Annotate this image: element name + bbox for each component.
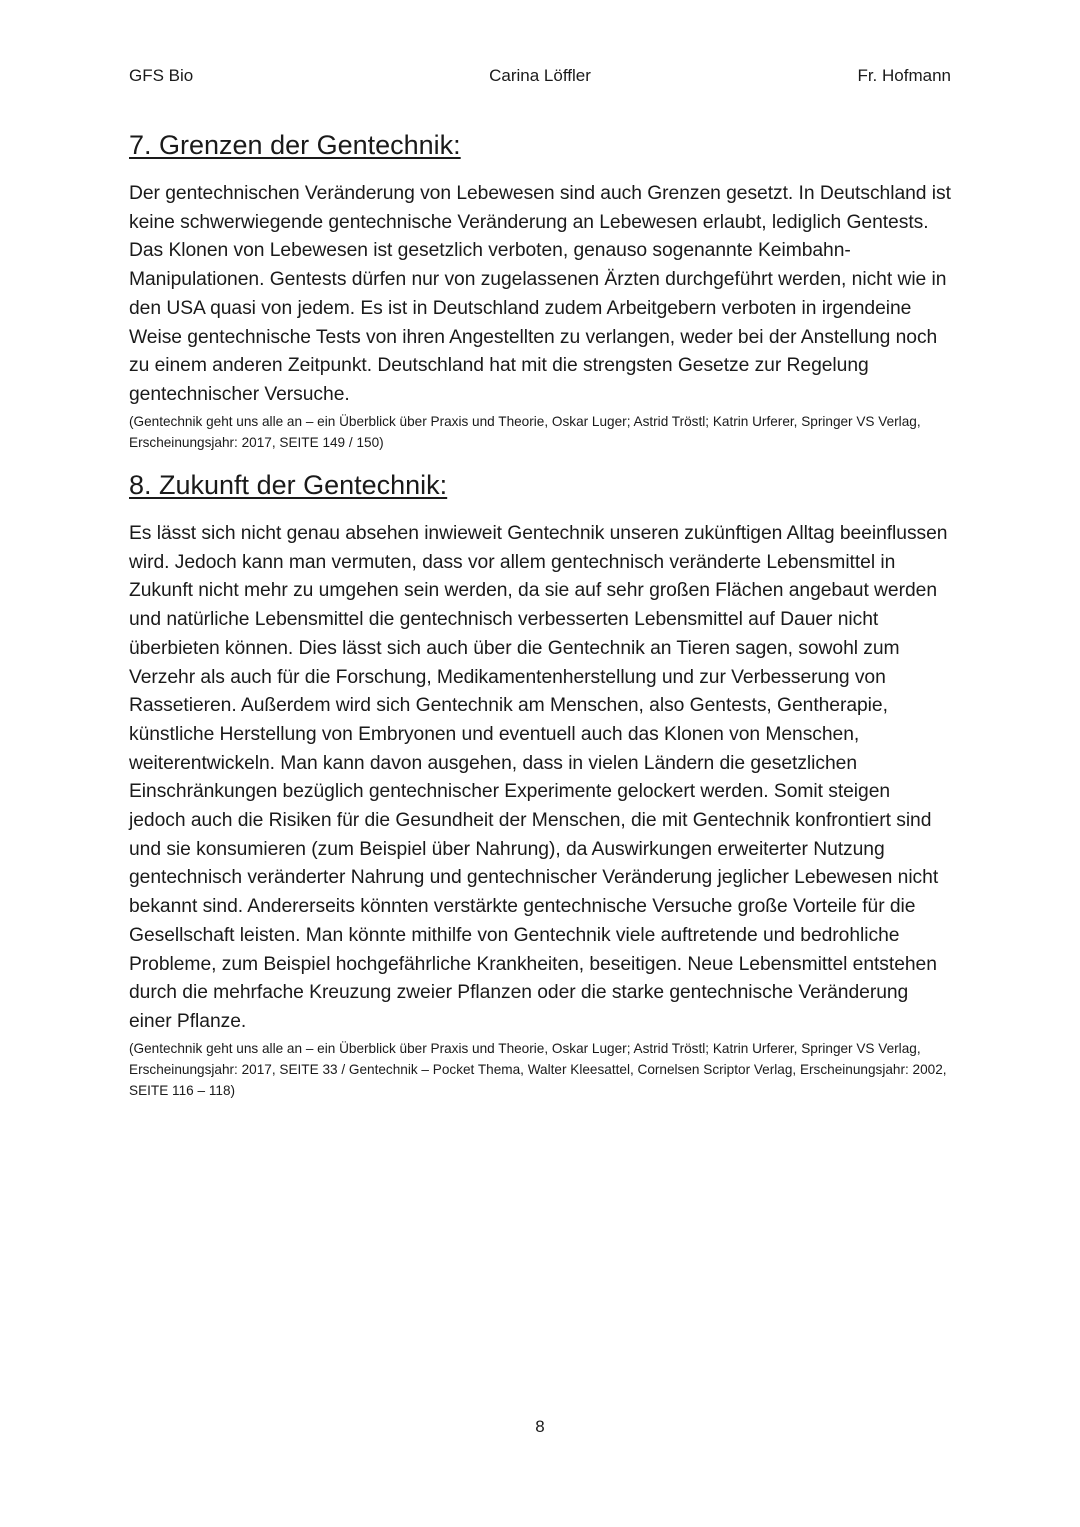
section-heading: 8. Zukunft der Gentechnik: — [129, 470, 448, 500]
section-heading: 7. Grenzen der Gentechnik: — [129, 130, 461, 160]
header-teacher: Fr. Hofmann — [857, 66, 951, 85]
section-future — [129, 468, 951, 1101]
page-header — [129, 64, 951, 88]
page-number: 8 — [535, 1417, 545, 1436]
section-limits — [129, 128, 951, 453]
header-author: Carina Löffler — [489, 66, 591, 85]
section-citation: (Gentechnik geht uns alle an – ein Überblick über Praxis und Theorie, Oskar Luger; Astrid Tröstl; Katrin Urferer, Springer VS Verlag, Erscheinungsjahr: 2017, SEITE 33 / Gentechnik – Pocket Thema, Walter Kleesattel, Cornelsen Scriptor Verlag, Erscheinungsjahr: 2002, SEITE 116 – 118) — [129, 1040, 947, 1098]
header-subject: GFS Bio — [129, 66, 194, 85]
section-body: Es lässt sich nicht genau absehen inwieweit Gentechnik unseren zukünftigen Alltag beeinflussen wird. Jedoch kann man vermuten, dass vor allem gentechnisch veränderte Lebensmittel in Zukunft nicht mehr zu umgehen sein werden, da sie auf sehr großen Flächen angebaut werden und natürliche Lebensmittel die gentechnisch verbesserten Lebensmittel auf Dauer nicht überbieten können. Dies lässt sich auch über die Gentechnik an Tieren sagen, sowohl zum Verzehr als auch für die Forschung, Medikamentenherstellung und zur Verbesserung von Rassetieren. Außerdem wird sich Gentechnik am Menschen, also Gentests, Gentherapie, künstliche Herstellung von Embryonen und eventuell auch das Klonen von Menschen, weiterentwickeln. Man kann davon ausgehen, dass in vielen Ländern die gesetzlichen Einschränkungen bezüglich gentechnischer Experimente gelockert werden. Somit steigen jedoch auch die Risiken für die Gesundheit der Menschen, die mit Gentechnik konfrontiert sind und sie konsumieren (zum Beispiel über Nahrung), da Auswirkungen erweiterter Nutzung gentechnisch veränderter Nahrung und gentechnischer Veränderung jeglicher Lebewesen nicht bekannt sind. Andererseits könnten verstärkte gentechnische Versuche große Vorteile für die Gesellschaft leisten. Man könnte mithilfe von Gentechnik viele auftretende und bedrohliche Probleme, zum Beispiel hochgefährliche Krankheiten, beseitigen. Neue Lebensmittel entstehen durch die mehrfache Kreuzung zweier Pflanzen oder die starke gentechnische Veränderung einer Pflanze. — [129, 523, 948, 1032]
section-body: Der gentechnischen Veränderung von Lebewesen sind auch Grenzen gesetzt. In Deutschland ist keine schwerwiegende gentechnische Veränderung an Lebewesen erlaubt, lediglich Gentests. Das Klonen von Lebewesen ist gesetzlich verboten, genauso sogenannte Keimbahn-Manipulationen. Gentests dürfen nur von zugelassenen Ärzten durchgeführt werden, nicht wie in den USA quasi von jedem. Es ist in Deutschland zudem Arbeitgebern verboten in irgendeine Weise gentechnische Tests von ihren Angestellten zu verlangen, weder bei der Anstellung noch zu einem anderen Zeitpunkt. Deutschland hat mit die strengsten Gesetze zur Regelung gentechnischer Versuche. — [129, 183, 951, 405]
section-citation: (Gentechnik geht uns alle an – ein Überblick über Praxis und Theorie, Oskar Luger; Astrid Tröstl; Katrin Urferer, Springer VS Verlag, Erscheinungsjahr: 2017, SEITE 149 / 150) — [129, 413, 921, 450]
